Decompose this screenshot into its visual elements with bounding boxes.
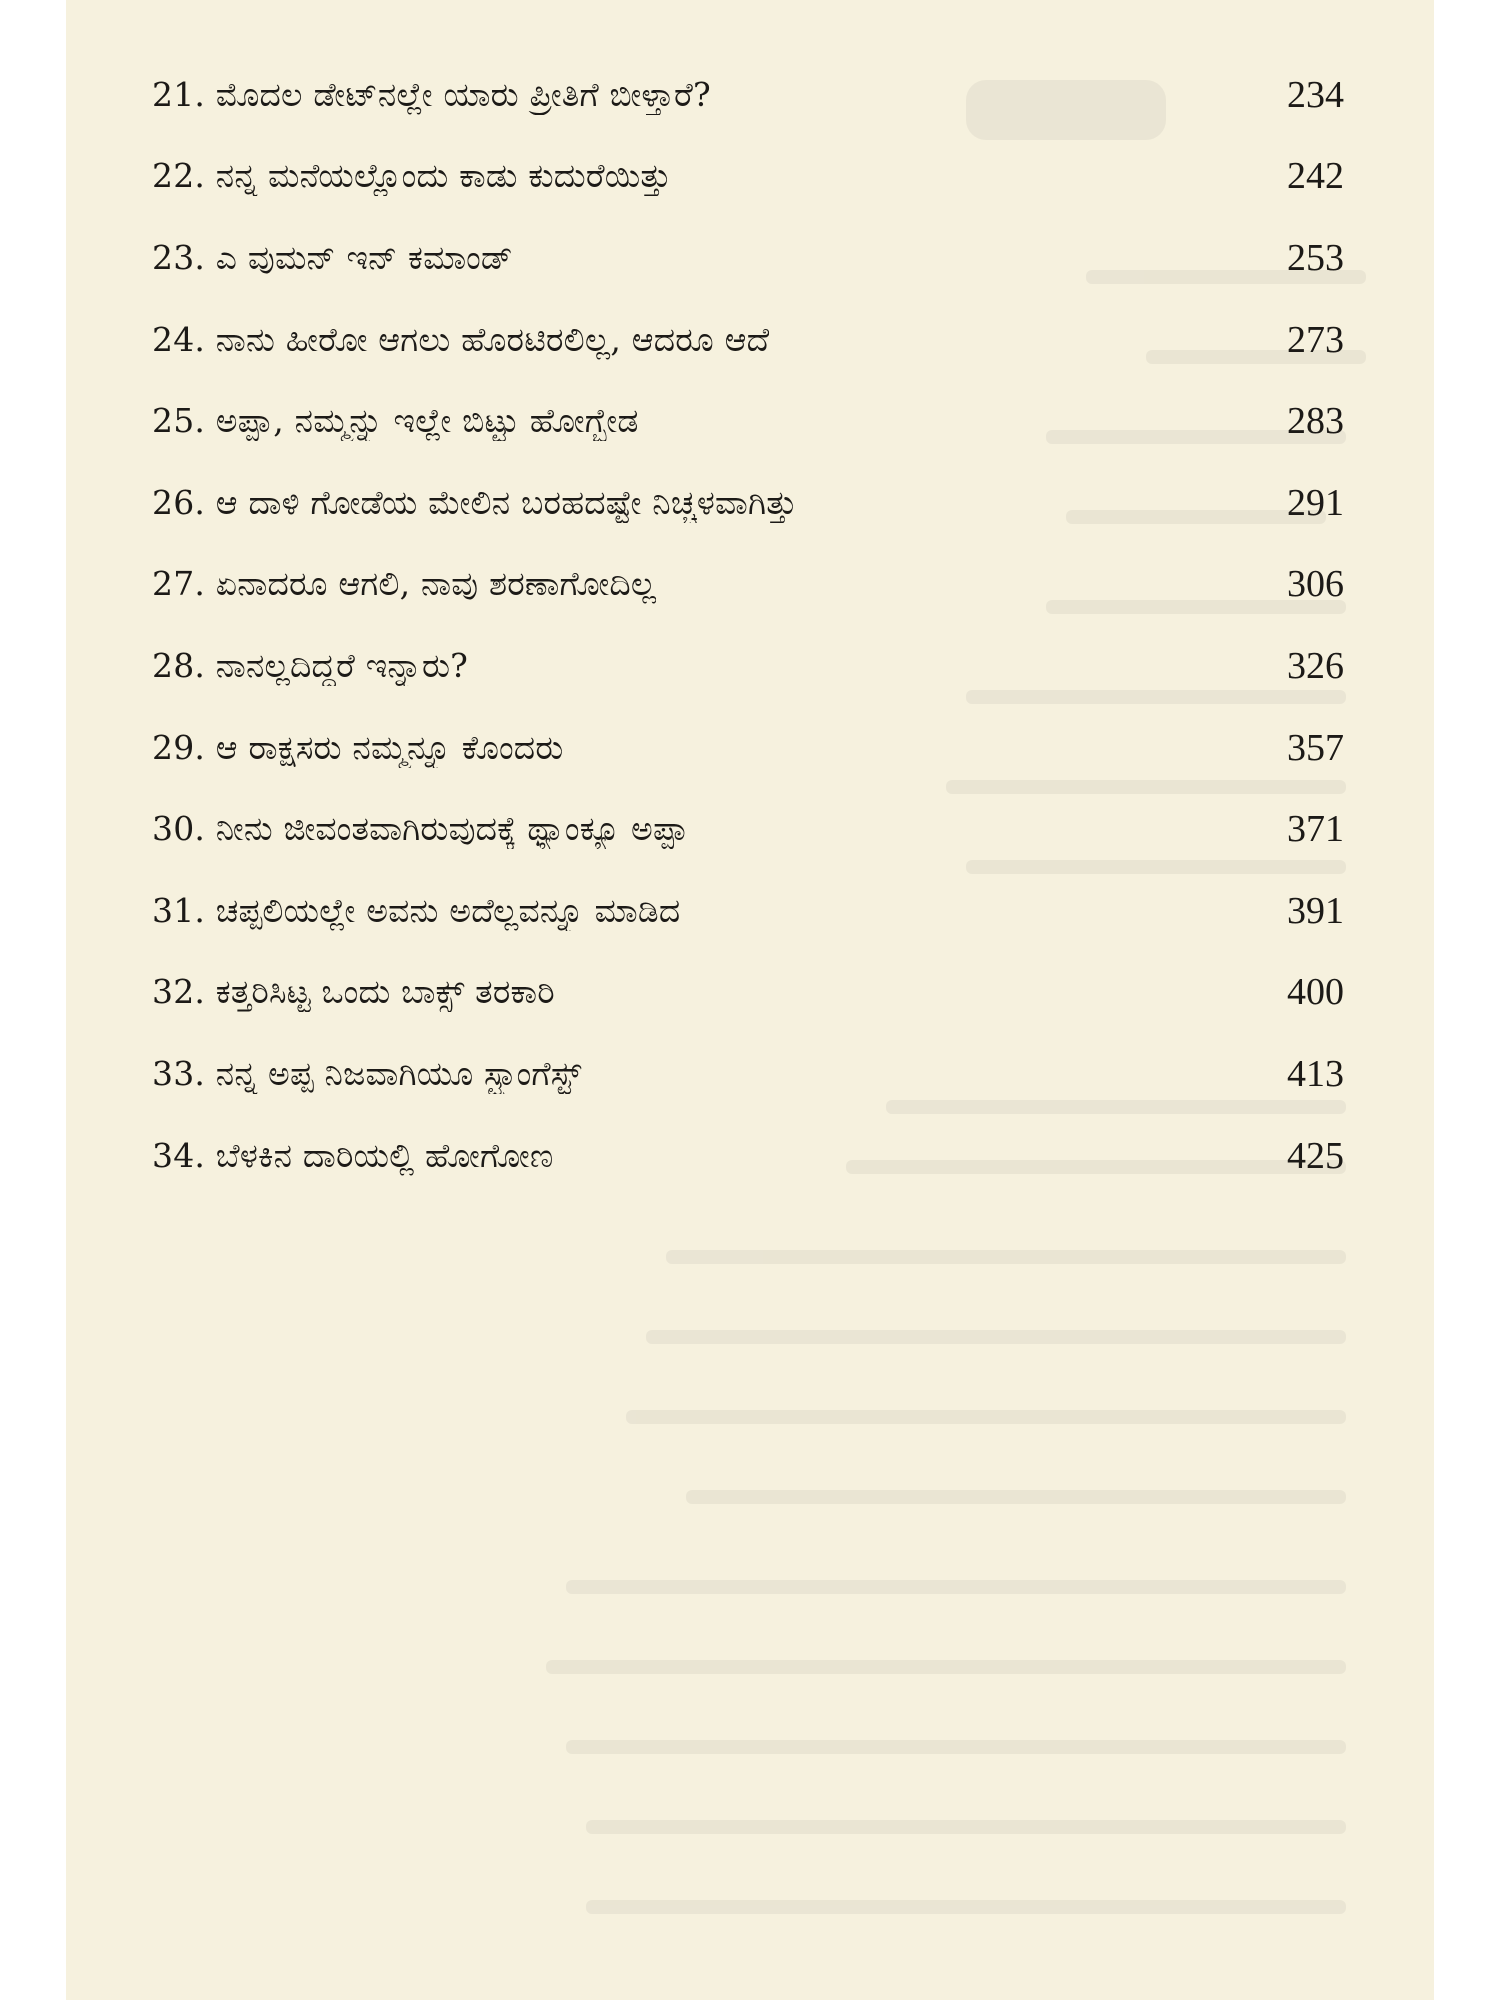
toc-entry-title: 23. ಎ ವುಮನ್ ಇನ್ ಕಮಾಂಡ್ [152,237,513,277]
toc-entry [152,380,1344,462]
toc-entry [152,870,1344,952]
toc-entry-page: 291 [1287,481,1344,524]
toc-entry-page: 234 [1287,73,1344,116]
toc-entry-page: 273 [1287,318,1344,361]
toc-entry-title: 29. ಆ ರಾಕ್ಷಸರು ನಮ್ಮನ್ನೂ ಕೊಂದರು [152,727,564,767]
toc-entry [152,707,1344,789]
toc-entry-title: 28. ನಾನಲ್ಲದಿದ್ದರೆ ಇನ್ನಾರು? [152,645,469,685]
toc-entry-title: 31. ಚಪ್ಪಲಿಯಲ್ಲೇ ಅವನು ಅದೆಲ್ಲವನ್ನೂ ಮಾಡಿದ [152,890,681,930]
toc-entry [152,217,1344,299]
toc-entry-title: 24. ನಾನು ಹೀರೋ ಆಗಲು ಹೊರಟಿರಲಿಲ್ಲ, ಆದರೂ ಆದೆ [152,319,770,359]
toc-entry-title: 21. ಮೊದಲ ಡೇಟ್‌ನಲ್ಲೇ ಯಾರು ಪ್ರೀತಿಗೆ ಬೀಳ್ತಾರೆ? [152,74,711,114]
toc-entry [152,462,1344,544]
toc-entry [152,1033,1344,1115]
toc-entry-page: 413 [1287,1052,1344,1095]
toc-entry-page: 371 [1287,808,1344,851]
toc-entry-page: 253 [1287,236,1344,279]
toc-entry-page: 400 [1287,971,1344,1014]
toc-entry [152,952,1344,1034]
toc-entry-title: 30. ನೀನು ಜೀವಂತವಾಗಿರುವುದಕ್ಕೆ ಥ್ಯಾಂಕ್ಯೂ ಅಪ್ಪಾ [152,809,689,849]
toc-entry [152,544,1344,626]
toc-entry-page: 357 [1287,726,1344,769]
toc-entry-title: 33. ನನ್ನ ಅಪ್ಪ ನಿಜವಾಗಿಯೂ ಸ್ಟ್ರಾಂಗೆಸ್ಟ್ [152,1053,582,1093]
toc-entry [152,1115,1344,1197]
toc-entry [152,625,1344,707]
toc-entry-page: 283 [1287,400,1344,443]
toc-entry-page: 425 [1287,1134,1344,1177]
toc-entry-page: 306 [1287,563,1344,606]
toc-entry-title: 25. ಅಪ್ಪಾ, ನಮ್ಮನ್ನು ಇಲ್ಲೇ ಬಿಟ್ಟು ಹೋಗ್ಬೇಡ [152,401,639,441]
toc-entry-page: 326 [1287,644,1344,687]
toc-entry-title: 34. ಬೆಳಕಿನ ದಾರಿಯಲ್ಲಿ ಹೋಗೋಣ [152,1135,554,1175]
toc-entry-title: 27. ಏನಾದರೂ ಆಗಲಿ, ನಾವು ಶರಣಾಗೋದಿಲ್ಲ [152,564,657,604]
toc-entry-title: 26. ಆ ದಾಳಿ ಗೋಡೆಯ ಮೇಲಿನ ಬರಹದಷ್ಟೇ ನಿಚ್ಚಳವಾಗಿತ್ತು [152,482,798,522]
toc-entry-title: 22. ನನ್ನ ಮನೆಯಲ್ಲೊಂದು ಕಾಡು ಕುದುರೆಯಿತ್ತು [152,156,672,196]
toc-entry-title: 32. ಕತ್ತರಿಸಿಟ್ಟ ಒಂದು ಬಾಕ್ಸ್ ತರಕಾರಿ [152,972,555,1012]
toc-entry-page: 391 [1287,889,1344,932]
book-page [66,0,1434,2000]
toc-entry [152,788,1344,870]
toc-entry [152,54,1344,136]
toc-entry [152,136,1344,218]
toc-entry-page: 242 [1287,155,1344,198]
toc-entry [152,299,1344,381]
table-of-contents [152,54,1344,1196]
